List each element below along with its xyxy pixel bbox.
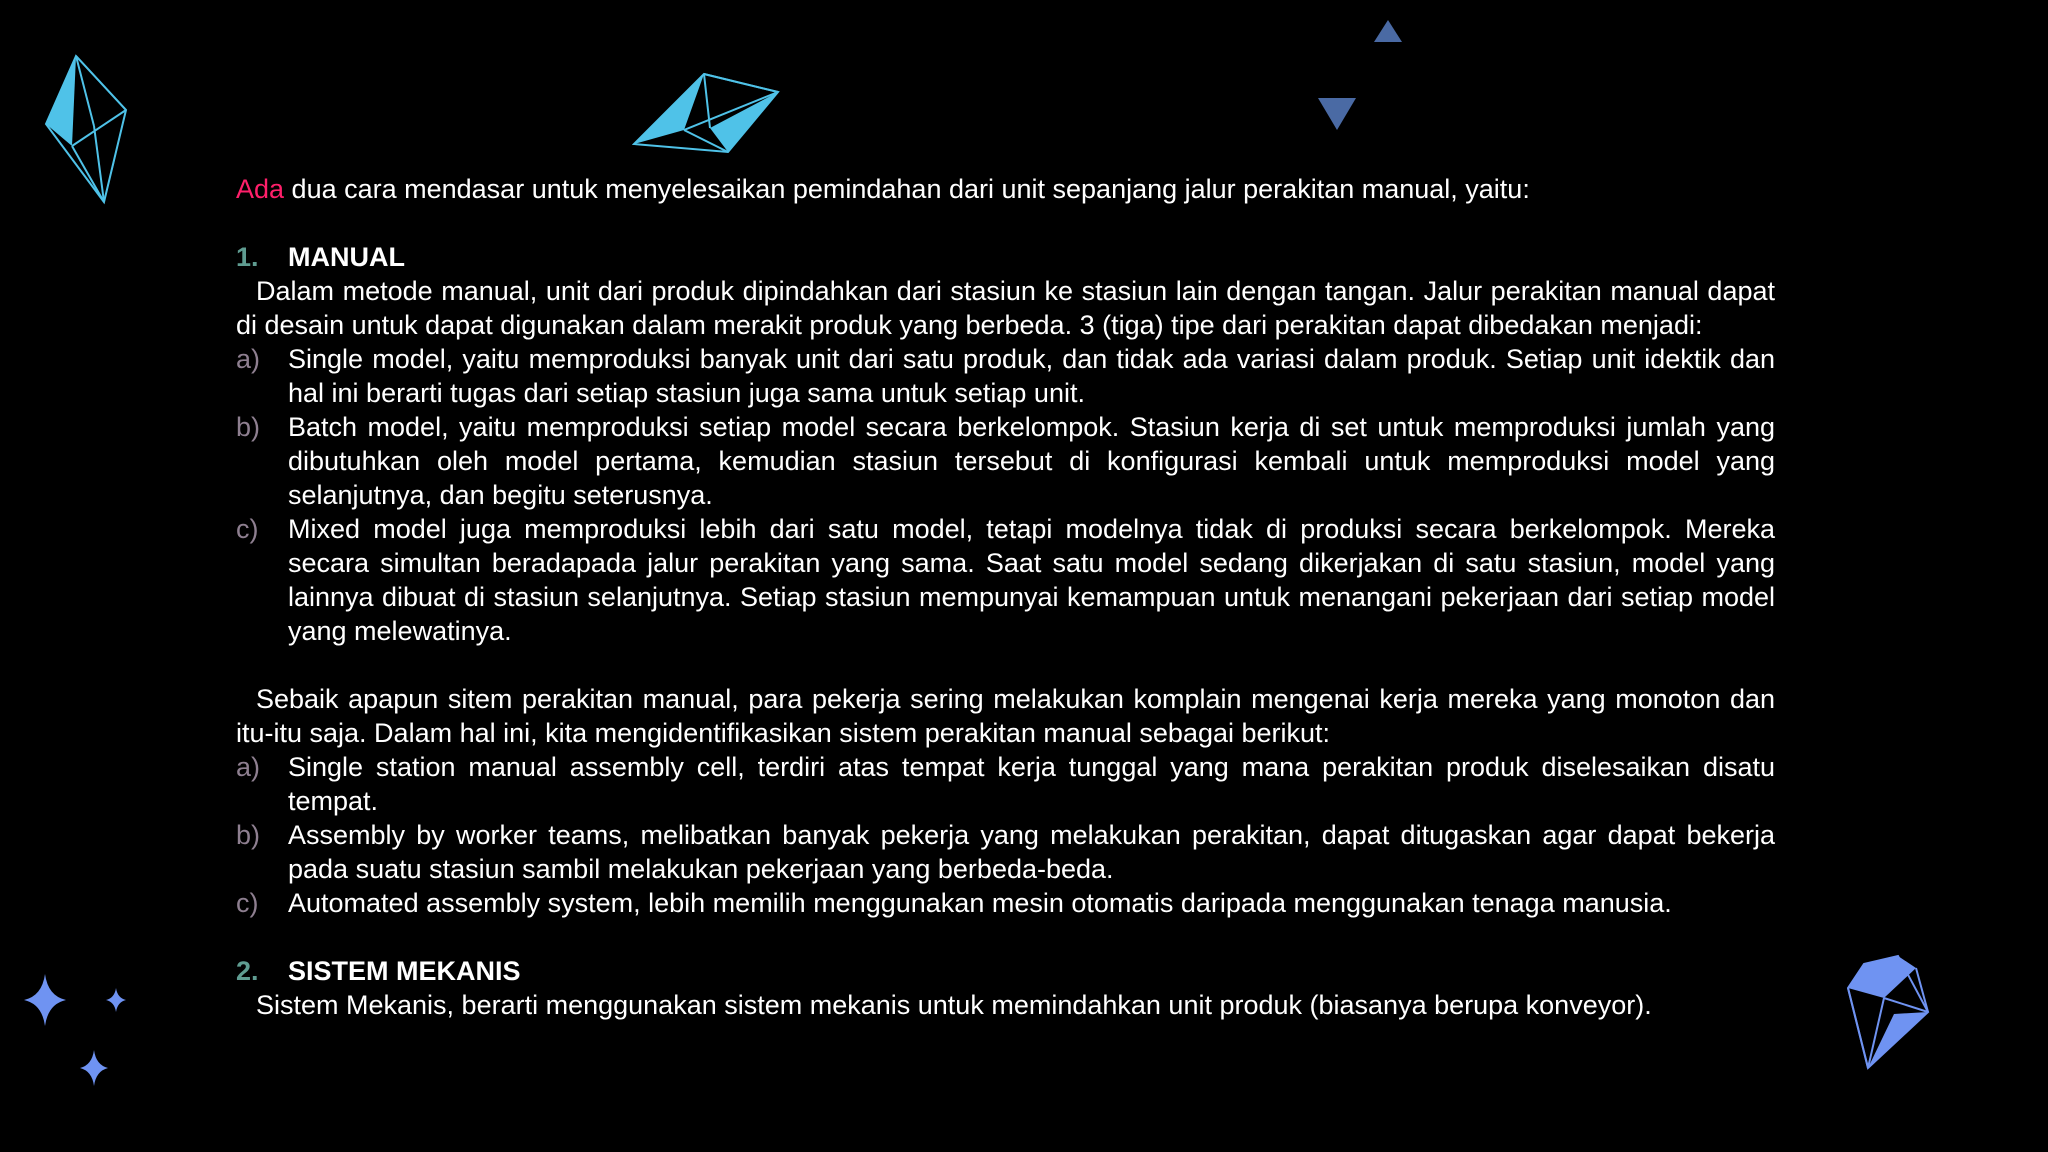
section-paragraph: Dalam metode manual, unit dari produk dipindahkan dari stasiun ke stasiun lain dengan tangan. Jalur perakitan manual dapat di desain untuk dapat digunakan dalam merakit produk yang berbeda. 3 (tiga) tipe dari perakitan dapat dibedakan menjadi:: [236, 276, 1775, 340]
list-item: [236, 750, 1775, 818]
slide-content: [236, 172, 1775, 1022]
list-item-text: Single station manual assembly cell, terdiri atas tempat kerja tunggal yang mana perakitan produk diselesaikan disatu tempat.: [288, 752, 1775, 816]
section-number: 2.: [236, 956, 259, 986]
list-item-text: Assembly by worker teams, melibatkan banyak pekerja yang melakukan perakitan, dapat ditugaskan agar dapat bekerja pada suatu stasiun sambil melakukan pekerjaan yang berbeda-beda.: [288, 820, 1775, 884]
section-paragraph: Sistem Mekanis, berarti menggunakan sistem mekanis untuk memindahkan unit produk (biasanya berupa konveyor).: [256, 990, 1652, 1020]
intro-paragraph: [236, 172, 1775, 206]
list-marker: a): [236, 752, 261, 782]
list-item: [236, 818, 1775, 886]
sparkle-icon: [80, 1050, 108, 1086]
section-paragraph: Sebaik apapun sitem perakitan manual, para pekerja sering melakukan komplain mengenai kerja mereka yang monoton dan itu-itu saja. Dalam hal ini, kita mengidentifikasikan sistem perakitan manual sebagai berikut:: [236, 684, 1775, 748]
section-title: MANUAL: [288, 242, 405, 272]
list-marker: b): [236, 412, 261, 442]
section-heading: [236, 240, 1775, 274]
triangle-up-icon: [1374, 20, 1402, 42]
list-marker: c): [236, 514, 259, 544]
section-number: 1.: [236, 242, 259, 272]
list-marker: a): [236, 344, 261, 374]
section-heading: [236, 954, 1775, 988]
section-title: SISTEM MEKANIS: [288, 956, 521, 986]
list-item: [236, 886, 1775, 920]
list-item: [236, 410, 1775, 512]
list-item: [236, 512, 1775, 648]
list-item-text: Single model, yaitu memproduksi banyak unit dari satu produk, dan tidak ada variasi dalam produk. Setiap unit idektik dan hal ini berarti tugas dari setiap stasiun juga sama untuk setiap unit.: [288, 344, 1775, 408]
list-marker: c): [236, 888, 259, 918]
list-item-text: Automated assembly system, lebih memilih menggunakan mesin otomatis daripada menggunakan tenaga manusia.: [288, 888, 1672, 918]
crystal-icon: [1846, 954, 1930, 1072]
triangle-down-icon: [1318, 98, 1356, 130]
intro-accent-word: Ada: [236, 174, 285, 204]
crystal-icon: [44, 54, 128, 206]
list-item: [236, 342, 1775, 410]
sparkle-icon: [106, 988, 126, 1012]
sparkle-icon: [24, 974, 66, 1026]
list-marker: b): [236, 820, 261, 850]
intro-text: dua cara mendasar untuk menyelesaikan pemindahan dari unit sepanjang jalur perakitan manual, yaitu:: [284, 174, 1530, 204]
list-item-text: Batch model, yaitu memproduksi setiap model secara berkelompok. Stasiun kerja di set untuk memproduksi jumlah yang dibutuhkan oleh model pertama, kemudian stasiun tersebut di konfigurasi kembali untuk memproduksi model yang selanjutnya, dan begitu seterusnya.: [288, 412, 1775, 510]
list-item-text: Mixed model juga memproduksi lebih dari satu model, tetapi modelnya tidak di produksi secara berkelompok. Mereka secara simultan beradapada jalur perakitan yang sama. Saat satu model sedang dikerjakan di satu stasiun, model yang lainnya dibuat di stasiun selanjutnya. Setiap stasiun mempunyai kemampuan untuk menangani pekerjaan dari setiap model yang melewatinya.: [288, 514, 1775, 646]
crystal-icon: [632, 72, 780, 154]
